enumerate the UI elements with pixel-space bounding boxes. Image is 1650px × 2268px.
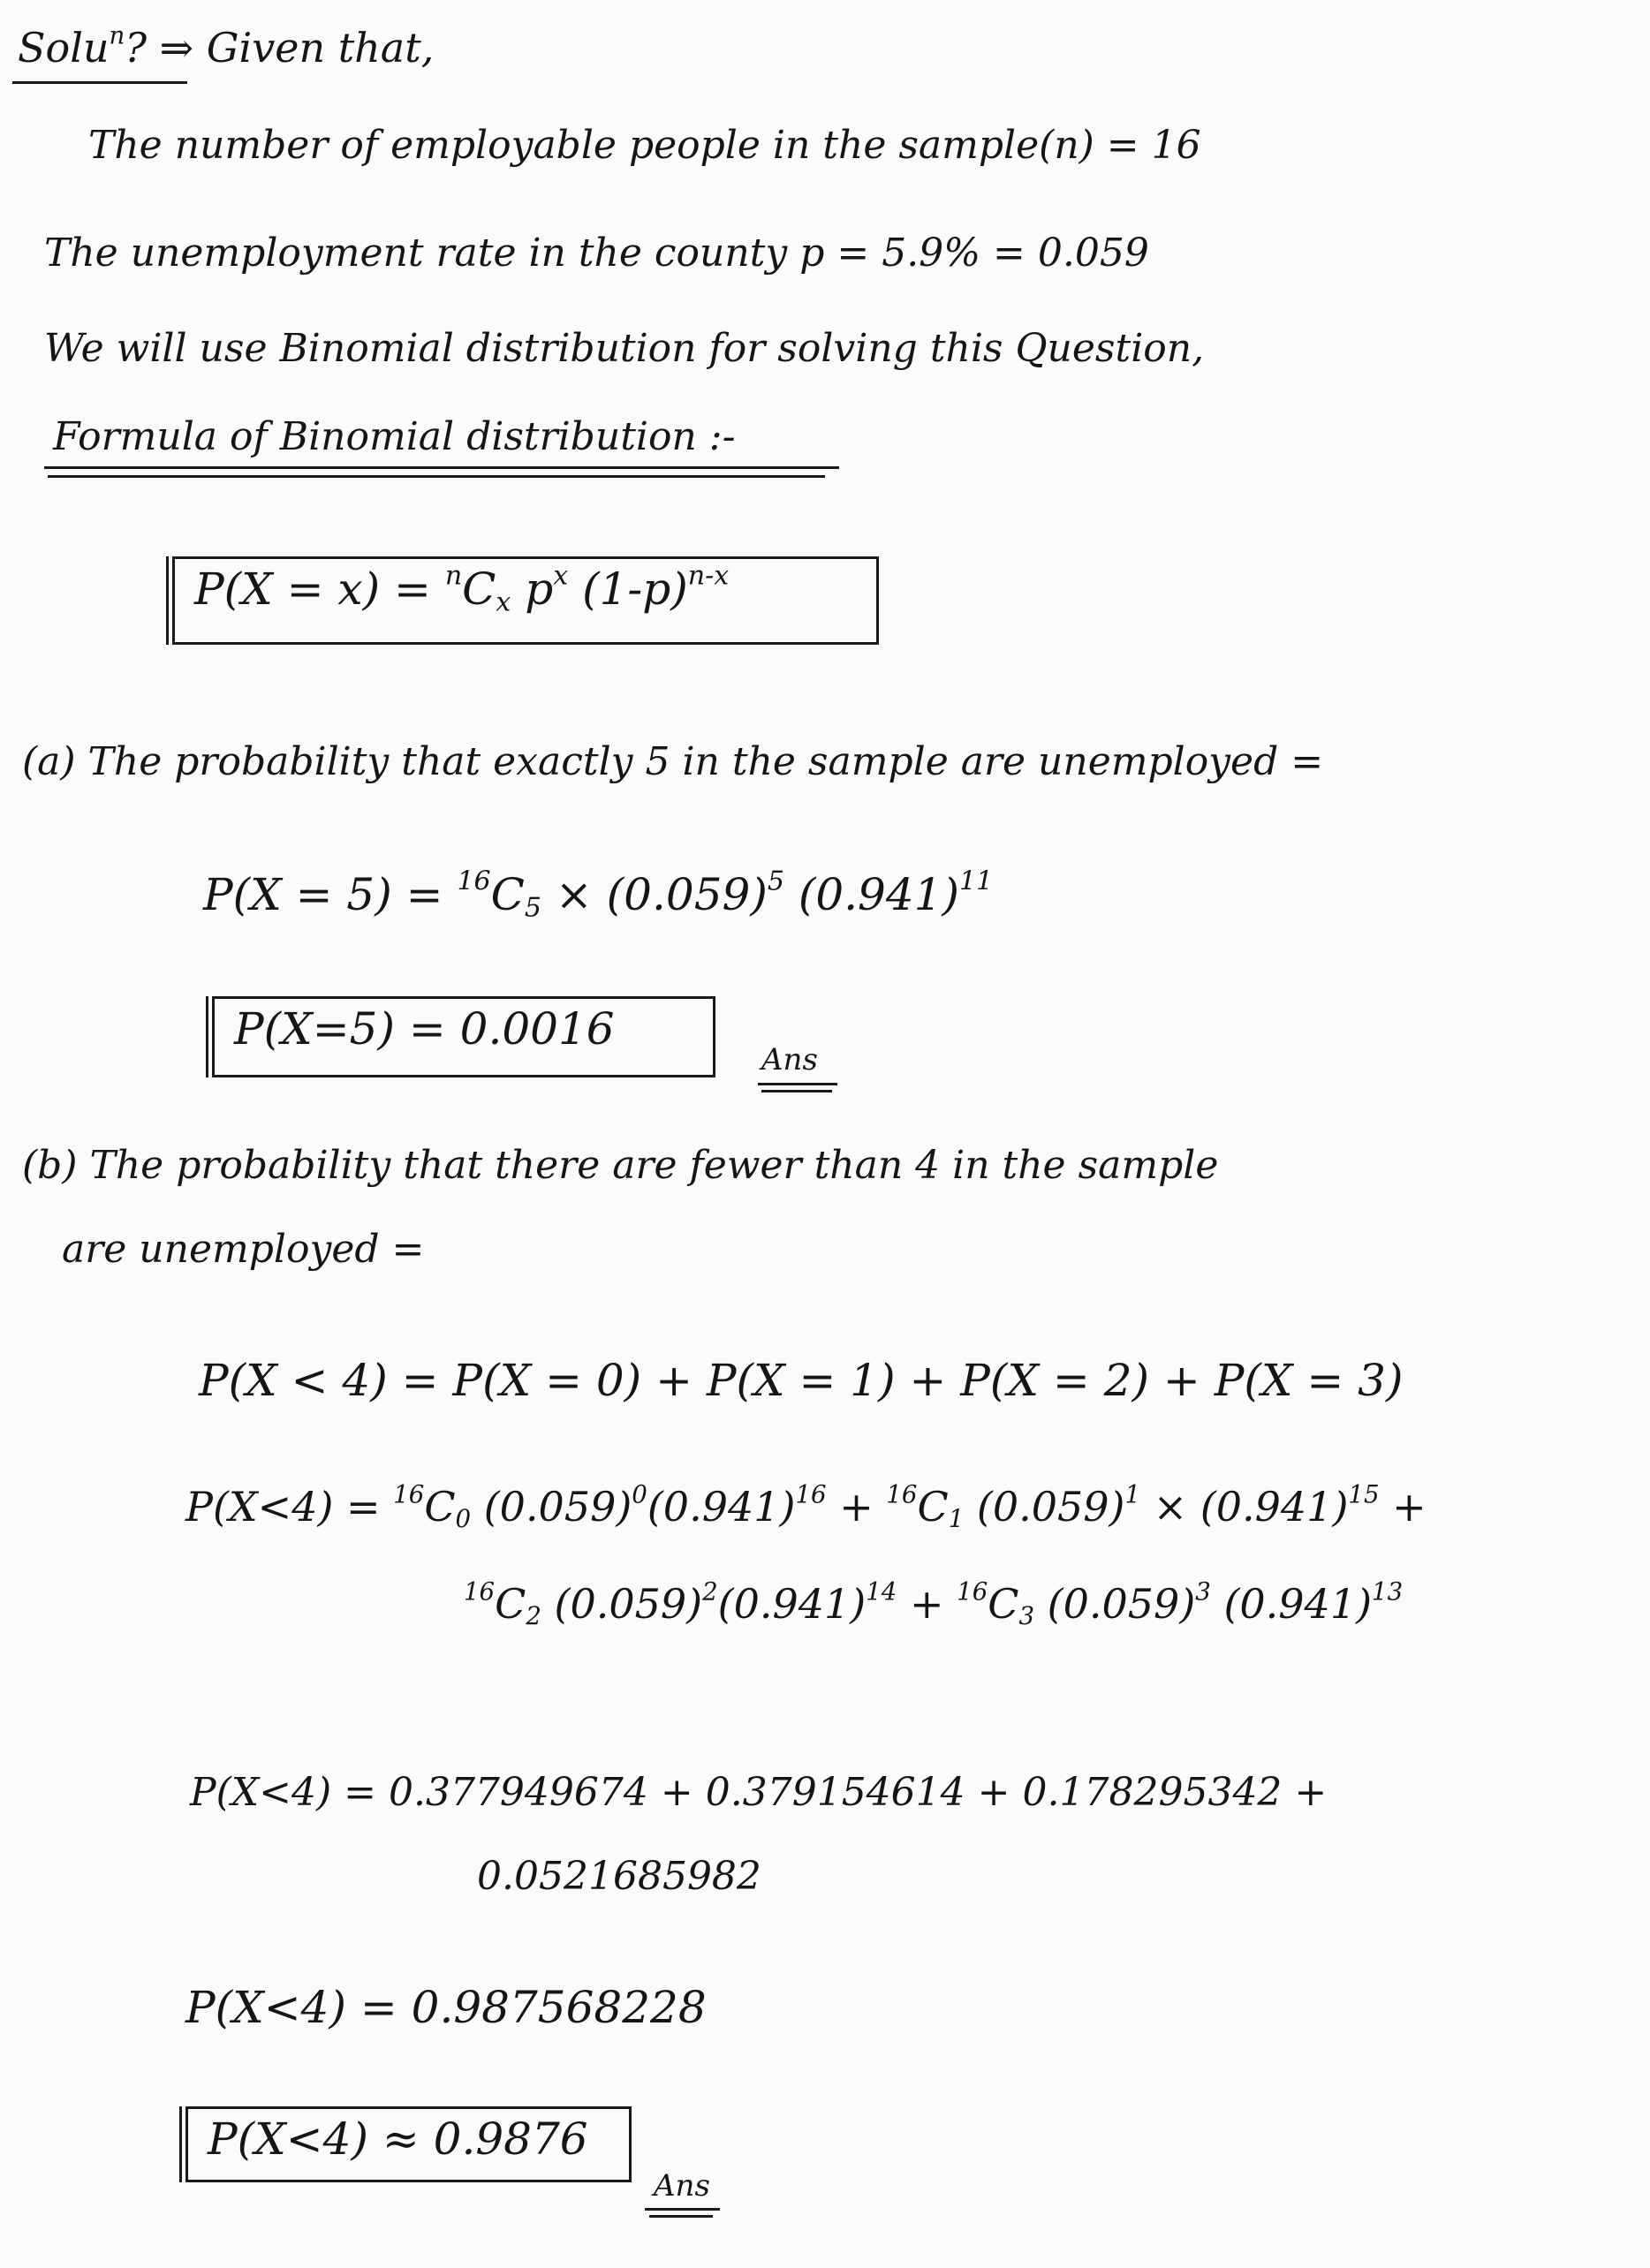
given-that-label: Given that,: [206, 24, 435, 72]
part-a-ans-underline-1: [758, 1083, 837, 1085]
part-a-calc-pre: 16: [457, 866, 491, 897]
term-3-sup: 2: [702, 1576, 718, 1606]
term-1-c: C: [424, 1483, 456, 1531]
term-2-end: +: [1379, 1483, 1427, 1531]
term-1-tail: (0.941): [647, 1483, 796, 1531]
formula-p: p: [511, 563, 554, 615]
formula-c-sub: x: [496, 586, 511, 618]
part-b-result-box: P(X<4) ≈ 0.9876: [185, 2106, 632, 2182]
term-1-tail-sup: 16: [795, 1479, 827, 1509]
term-4-tail-sup: 13: [1372, 1576, 1404, 1606]
solution-label: Solu: [18, 24, 110, 72]
part-b-sum-line: P(X < 4) = P(X = 0) + P(X = 1) + P(X = 2) + P(X = 3): [199, 1355, 1404, 1406]
term-1-mid: (0.059): [471, 1483, 632, 1531]
term-4-tail: (0.941): [1210, 1580, 1373, 1628]
part-a-calc-mid: × (0.059): [541, 869, 768, 920]
unemployment-rate-line: The unemployment rate in the county p = 5.9% = 0.059: [44, 231, 1149, 276]
formula-heading-underline-1: [44, 466, 839, 469]
part-b-question-1: (b) The probability that there are fewer than 4 in the sample: [22, 1143, 1219, 1188]
term-2-sup: 1: [1124, 1479, 1141, 1509]
part-b-expansion-2: [464, 1576, 1404, 1630]
term-4-sub: 3: [1018, 1600, 1035, 1630]
term-4-mid: (0.059): [1034, 1580, 1196, 1628]
formula-n-pre: n: [444, 560, 463, 592]
part-a-ans: Ans: [761, 1042, 818, 1077]
term-1-pre: 16: [393, 1479, 425, 1509]
part-b-question-2: are unemployed =: [62, 1227, 425, 1272]
term-4-c: C: [988, 1580, 1019, 1628]
part-a-question: (a) The probability that exactly 5 in the sample are unemployed =: [22, 739, 1324, 784]
part-a-calc-sub: 5: [524, 892, 541, 924]
term-2-x: × (0.941): [1140, 1483, 1349, 1531]
part-b-total: P(X<4) = 0.987568228: [185, 1982, 707, 2033]
term-3-c: C: [495, 1580, 526, 1628]
part-b-ans-underline-1: [645, 2208, 720, 2211]
formula-p-sup: x: [553, 560, 569, 592]
header-underline: [12, 81, 187, 84]
formula-heading-underline-2: [48, 475, 825, 478]
plus-sign: +: [826, 1483, 887, 1531]
term-3-mid: (0.059): [541, 1580, 703, 1628]
term-4-pre: 16: [957, 1576, 988, 1606]
binomial-formula-box: [172, 556, 879, 645]
term-2-sub: 1: [948, 1503, 965, 1533]
formula-c: C: [462, 563, 496, 615]
part-b-ans-underline-2: [649, 2215, 713, 2218]
term-2-c: C: [917, 1483, 949, 1531]
term-3-sub: 2: [526, 1600, 541, 1630]
part-b-numeric-1: P(X<4) = 0.377949674 + 0.379154614 + 0.178295342 +: [190, 1770, 1328, 1815]
term-2-pre: 16: [886, 1479, 918, 1509]
solution-label-sup: n: [109, 20, 125, 50]
part-a-calc-lhs: P(X = 5) =: [203, 869, 458, 920]
term-2-tail-sup: 15: [1348, 1479, 1380, 1509]
part-a-ans-underline-2: [761, 1090, 832, 1092]
part-b-ans: Ans: [654, 2168, 710, 2204]
term-3-plus: +: [897, 1580, 957, 1628]
method-line: We will use Binomial distribution for solving this Question,: [44, 326, 1205, 371]
term-3-pre: 16: [464, 1576, 496, 1606]
part-a-calc-c: C: [490, 869, 525, 920]
formula-lhs: P(X = x) =: [194, 563, 445, 615]
part-b-numeric-2: 0.0521685982: [477, 1854, 761, 1899]
term-1-sup: 0: [632, 1479, 647, 1509]
sample-size-line: The number of employable people in the sample(n) = 16: [88, 123, 1201, 168]
term-3-tail-sup: 14: [866, 1576, 897, 1606]
formula-one-minus-p: (1-p): [568, 563, 688, 615]
part-b-expansion-1: [185, 1479, 1427, 1533]
part-a-calc-tail: (0.941): [783, 869, 959, 920]
part-a-calculation: [203, 866, 994, 924]
part-a-calc-sup: 5: [767, 866, 784, 897]
term-2-mid: (0.059): [964, 1483, 1125, 1531]
formula-heading: Formula of Binomial distribution :-: [53, 414, 736, 459]
part-a-calc-tail-sup: 11: [958, 866, 994, 897]
implies-arrow: ? ⇒: [125, 24, 194, 72]
formula-exp: n-x: [687, 560, 730, 592]
part-b-expand-lhs: P(X<4) =: [185, 1483, 394, 1531]
part-a-result-box: P(X=5) = 0.0016: [212, 996, 715, 1077]
solution-header: [18, 20, 435, 72]
term-1-sub: 0: [455, 1503, 472, 1533]
term-4-sup: 3: [1195, 1576, 1211, 1606]
term-3-tail: (0.941): [717, 1580, 867, 1628]
